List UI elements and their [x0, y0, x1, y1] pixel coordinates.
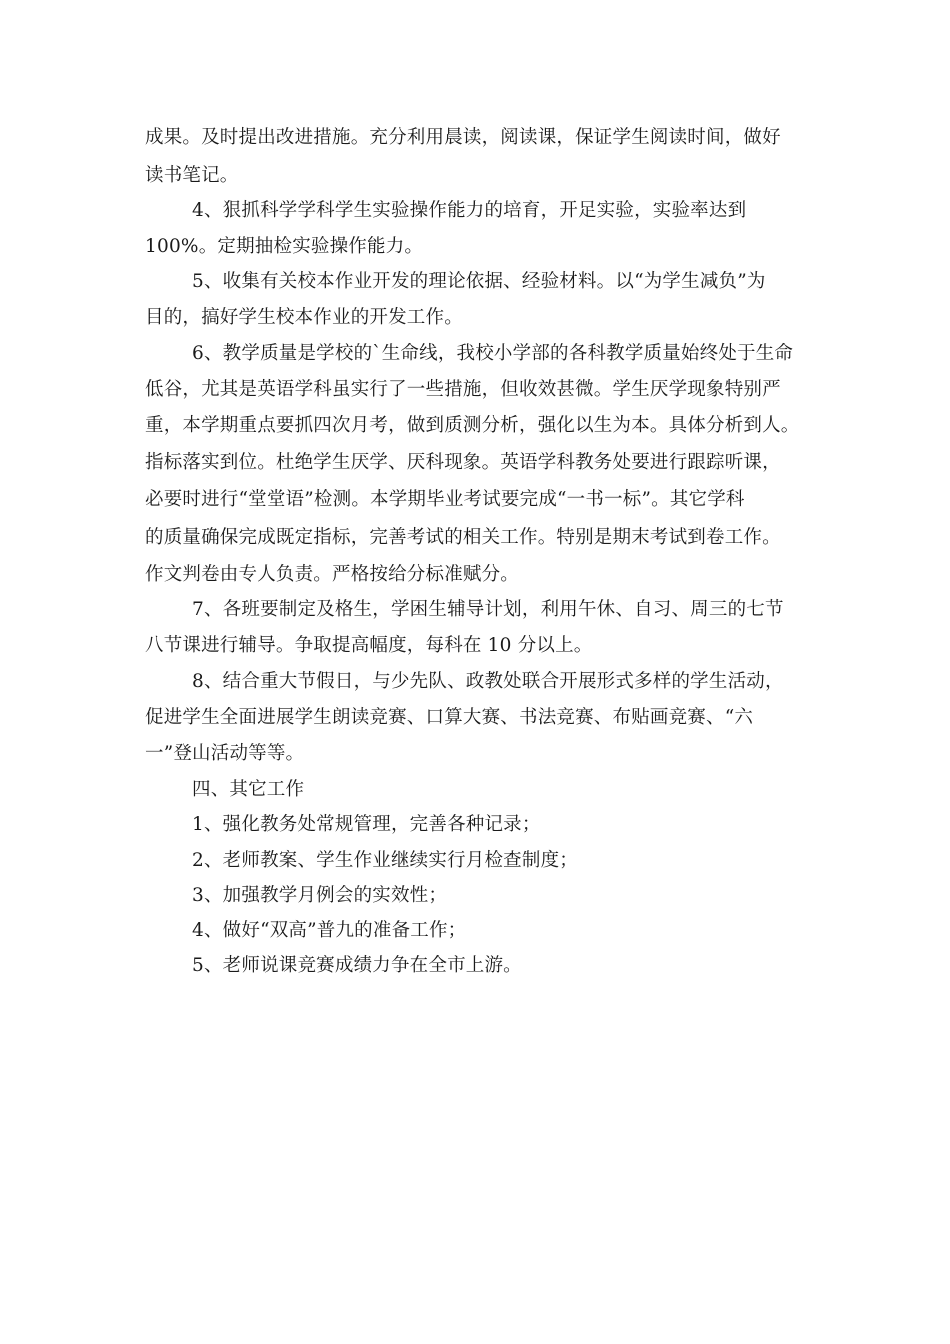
text-line: 必要时进行“堂堂语”检测。本学期毕业考试要完成“一书一标”。其它学科: [145, 489, 745, 510]
text-line: 指标落实到位。杜绝学生厌学、厌科现象。英语学科教务处要进行跟踪听课，: [145, 452, 781, 473]
text-line: 目的，搞好学生校本作业的开发工作。: [145, 307, 463, 328]
text-line: 6、教学质量是学校的`生命线，我校小学部的各科教学质量始终处于生命: [192, 343, 794, 364]
text-line: 2、老师教案、学生作业继续实行月检查制度；: [192, 850, 578, 871]
text-line: 4、狠抓科学学科学生实验操作能力的培育，开足实验，实验率达到: [192, 200, 747, 221]
text-line: 100%。定期抽检实验操作能力。: [145, 236, 424, 257]
section-heading: 四、其它工作: [192, 779, 305, 800]
text-line: 7、各班要制定及格生，学困生辅导计划，利用午休、自习、周三的七节: [192, 599, 784, 620]
text-line: 3、加强教学月例会的实效性；: [192, 885, 448, 906]
text-line: 1、强化教务处常规管理，完善各种记录；: [192, 814, 541, 835]
text-line: 8、结合重大节假日，与少先队、政教处联合开展形式多样的学生活动，: [192, 671, 784, 692]
text-line: 的质量确保完成既定指标，完善考试的相关工作。特别是期末考试到卷工作。: [145, 527, 781, 548]
text-line: 一”登山活动等等。: [145, 743, 305, 764]
text-line: 促进学生全面进展学生朗读竞赛、口算大赛、书法竞赛、布贴画竞赛、“六: [145, 707, 754, 728]
text-line: 读书笔记。: [145, 165, 239, 186]
text-line: 5、收集有关校本作业开发的理论依据、经验材料。以“为学生减负”为: [192, 271, 766, 292]
text-line: 作文判卷由专人负责。严格按给分标准赋分。: [145, 564, 520, 585]
text-line: 成果。及时提出改进措施。充分利用晨读，阅读课，保证学生阅读时间，做好: [145, 127, 781, 148]
text-line: 低谷，尤其是英语学科虽实行了一些措施，但收效甚微。学生厌学现象特别严: [145, 379, 781, 400]
text-line: 重，本学期重点要抓四次月考，做到质测分析，强化以生为本。具体分析到人。: [145, 415, 800, 436]
text-line: 5、老师说课竞赛成绩力争在全市上游。: [192, 955, 522, 976]
text-line: 八节课进行辅导。争取提高幅度，每科在 10 分以上。: [145, 635, 593, 656]
text-line: 4、做好“双高”普九的准备工作；: [192, 920, 467, 941]
